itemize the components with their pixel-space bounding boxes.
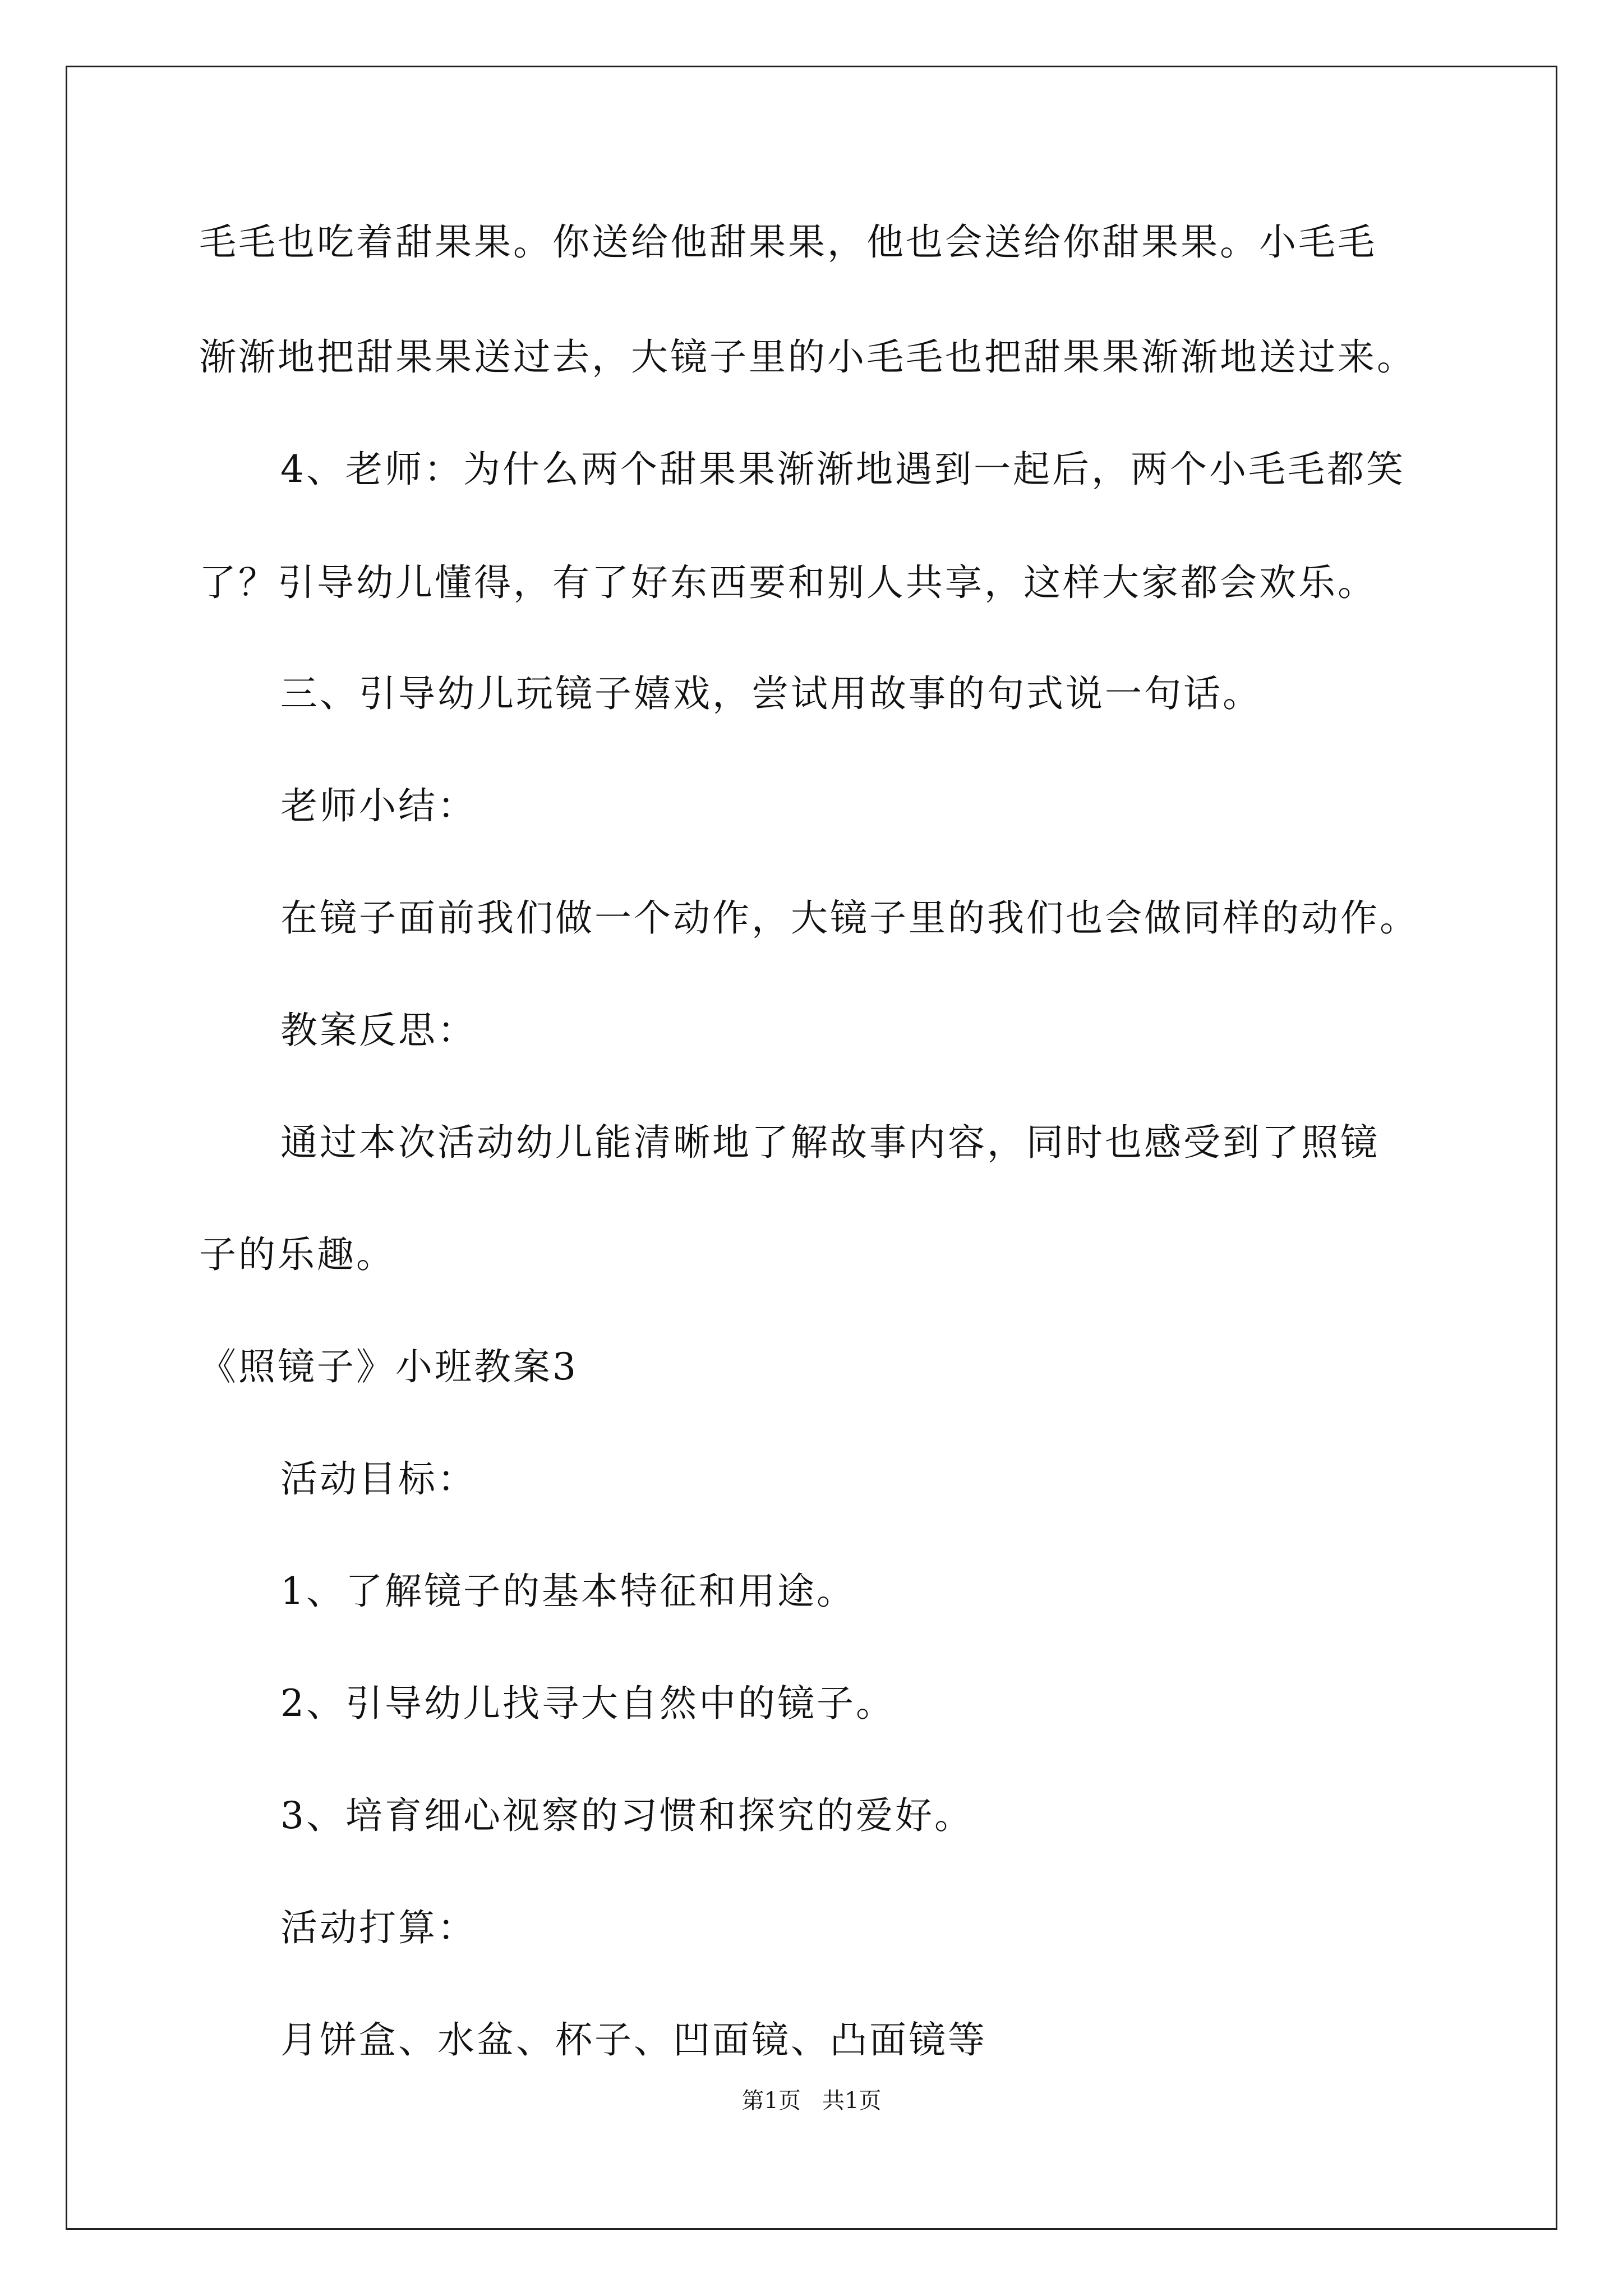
body-line-8: 教案反思：: [280, 1009, 477, 1052]
body-line-7: 在镜子面前我们做一个动作，大镜子里的我们也会做同样的动作。: [280, 896, 1419, 940]
body-line-1: 毛毛也吃着甜果果。你送给他甜果果，他也会送给你甜果果。小毛毛: [199, 220, 1377, 264]
section-heading: 《照镜子》小班教案3: [199, 1345, 578, 1388]
body-line-15: 3、培育细心视察的习惯和探究的爱好。: [280, 1794, 974, 1837]
body-line-10: 子的乐趣。: [199, 1233, 395, 1276]
page-footer: 第1页 共1页: [741, 2088, 882, 2114]
body-line-13: 1、了解镜子的基本特征和用途。: [280, 1570, 856, 1613]
body-line-14: 2、引导幼儿找寻大自然中的镜子。: [280, 1682, 895, 1725]
body-line-17: 月饼盒、水盆、杯子、凹面镜、凸面镜等: [280, 2018, 987, 2062]
body-line-9: 通过本次活动幼儿能清晰地了解故事内容，同时也感受到了照镜: [280, 1121, 1380, 1164]
body-line-2: 渐渐地把甜果果送过去，大镜子里的小毛毛也把甜果果渐渐地送过来。: [199, 335, 1416, 379]
body-line-12: 活动目标：: [280, 1457, 477, 1501]
body-line-4: 了？引导幼儿懂得，有了好东西要和别人共享，这样大家都会欢乐。: [199, 561, 1377, 604]
body-line-3: 4、老师：为什么两个甜果果渐渐地遇到一起后，两个小毛毛都笑: [280, 448, 1405, 491]
body-line-6: 老师小结：: [280, 784, 477, 827]
body-line-16: 活动打算：: [280, 1906, 477, 1949]
body-line-5: 三、引导幼儿玩镜子嬉戏，尝试用故事的句式说一句话。: [280, 672, 1262, 715]
